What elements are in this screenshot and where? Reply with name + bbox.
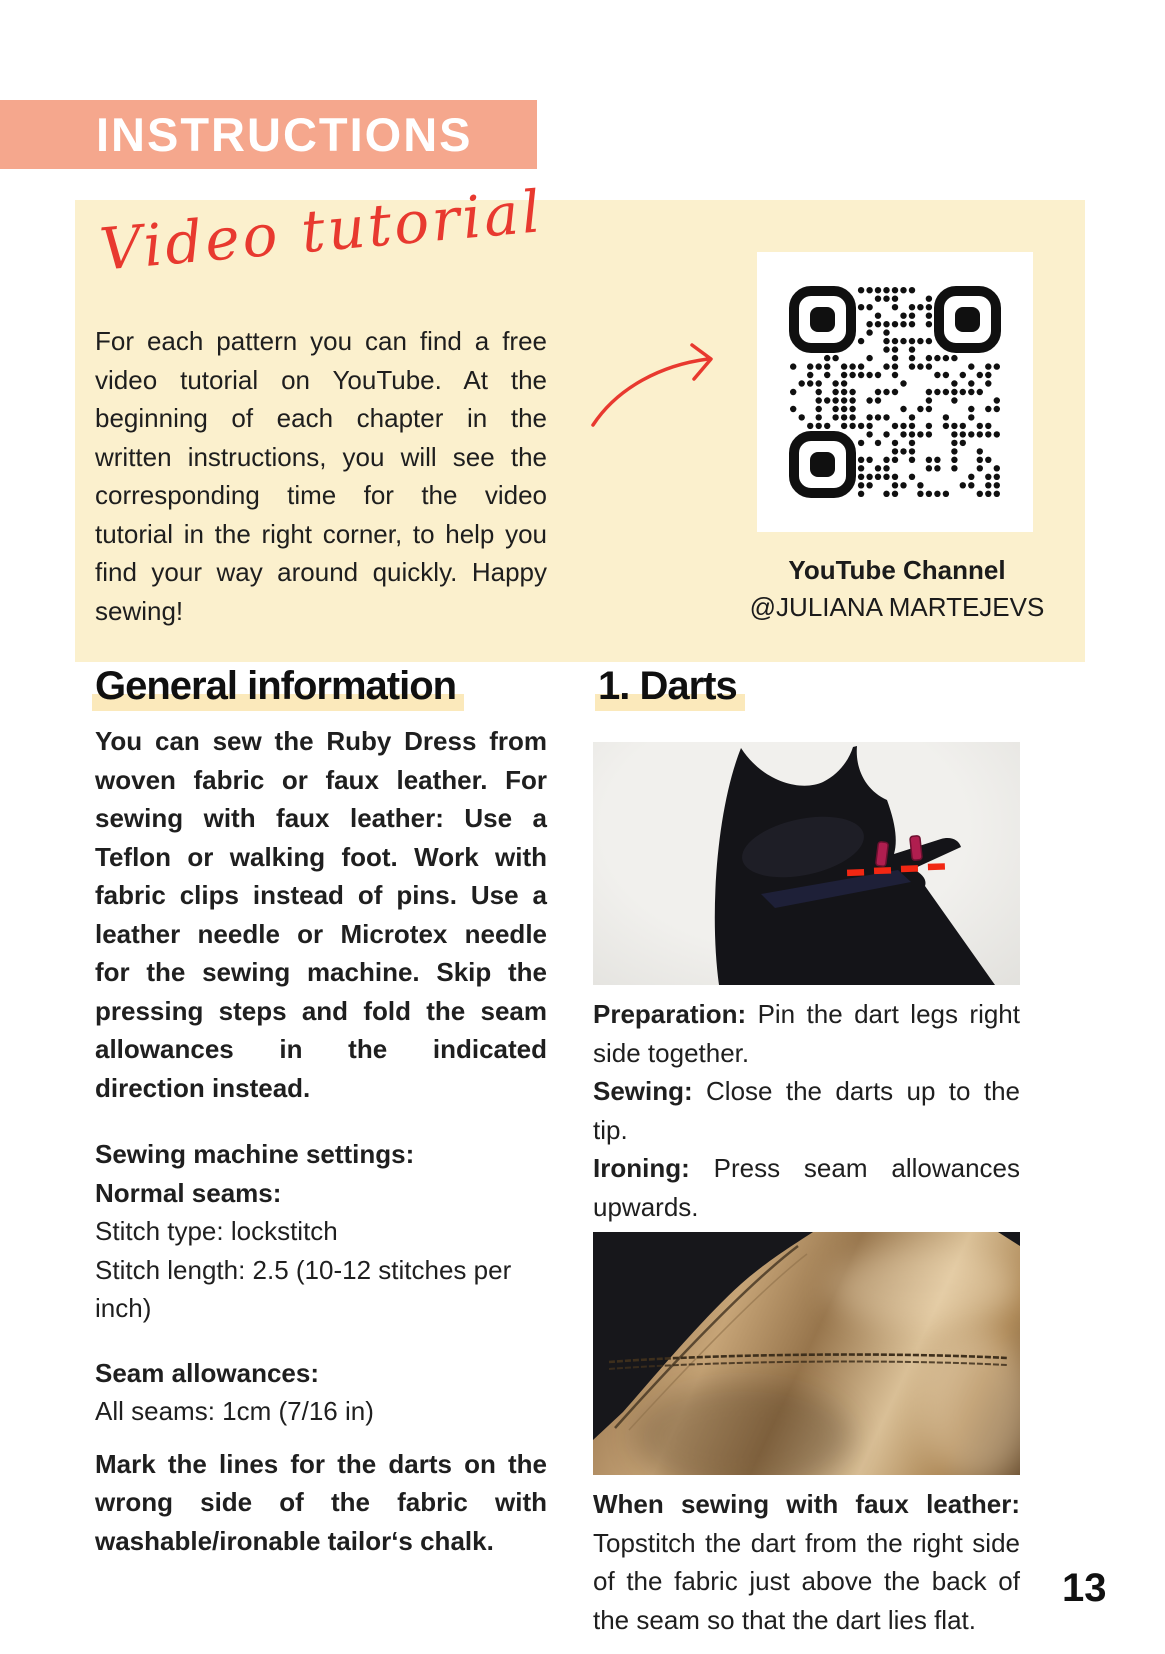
stitch-length-line: Stitch length: 2.5 (10-12 stitches per inch) bbox=[95, 1254, 512, 1323]
seam-allowances-block bbox=[95, 1354, 547, 1431]
video-tutorial-script-title: Video tutorial bbox=[97, 177, 546, 284]
sewing-label: Sewing: bbox=[593, 1076, 693, 1106]
faux-leather-caption bbox=[593, 1485, 1020, 1639]
general-information-column bbox=[95, 722, 547, 1560]
general-intro-paragraph: You can sew the Ruby Dress from woven fabric or faux leather. For sewing with faux leather: Use a Teflon or walking foot. Work with fabric clips instead of pins. Use a leather needle or Microtex needle for the sewing machine. Skip the pressing steps and fold the seam allowances in the indicated direction instead. bbox=[95, 726, 547, 1103]
curved-arrow-icon bbox=[580, 335, 730, 535]
video-tutorial-text: For each pattern you can find a free video tutorial on YouTube. At the beginning of each chapter in the written instructions, you will see the corresponding time for the video tutorial in the right corner, to help you find your way around quickly. Happy sewing! bbox=[95, 326, 547, 626]
preparation-text: Pin the dart legs right side together. bbox=[593, 999, 1020, 1068]
video-tutorial-box bbox=[75, 177, 1085, 662]
youtube-channel-label: YouTube Channel bbox=[788, 555, 1006, 585]
machine-settings-label: Sewing machine settings: bbox=[95, 1139, 415, 1169]
darts-column bbox=[593, 718, 1020, 1639]
page-title: INSTRUCTIONS bbox=[96, 108, 473, 161]
header-bar bbox=[0, 100, 537, 169]
machine-settings-block bbox=[95, 1135, 547, 1328]
preparation-label: Preparation: bbox=[593, 999, 747, 1029]
faux-leather-text: Topstitch the dart from the right side of the fabric just above the back of the seam so that the dart lies flat. bbox=[593, 1527, 1020, 1635]
qr-caption bbox=[682, 552, 1112, 626]
darts-heading: 1. Darts bbox=[595, 662, 745, 710]
seam-allowances-label: Seam allowances: bbox=[95, 1357, 319, 1388]
youtube-channel-handle: @JULIANA MARTEJEVS bbox=[749, 592, 1045, 622]
dart-pinned-photo bbox=[593, 742, 1020, 985]
page-number: 13 bbox=[1062, 1566, 1107, 1610]
ironing-text: Press seam allowances upwards. bbox=[593, 1153, 1020, 1222]
stitch-type-line: Stitch type: lockstitch bbox=[95, 1216, 338, 1246]
faux-leather-topstitch-photo bbox=[593, 1232, 1020, 1475]
qr-code bbox=[757, 252, 1033, 532]
seam-allowances-value: All seams: 1cm (7/16 in) bbox=[95, 1396, 374, 1426]
normal-seams-label: Normal seams: bbox=[95, 1177, 282, 1208]
general-information-heading: General information bbox=[92, 662, 464, 710]
ironing-label: Ironing: bbox=[593, 1153, 690, 1183]
dart-marking-note: Mark the lines for the darts on the wrong side of the fabric with washable/ironable tailor‘s chalk. bbox=[95, 1448, 547, 1556]
faux-leather-label: When sewing with faux leather: bbox=[593, 1489, 1020, 1519]
sewing-text: Close the darts up to the tip. bbox=[593, 1076, 1020, 1145]
dart-steps-caption bbox=[593, 995, 1020, 1226]
